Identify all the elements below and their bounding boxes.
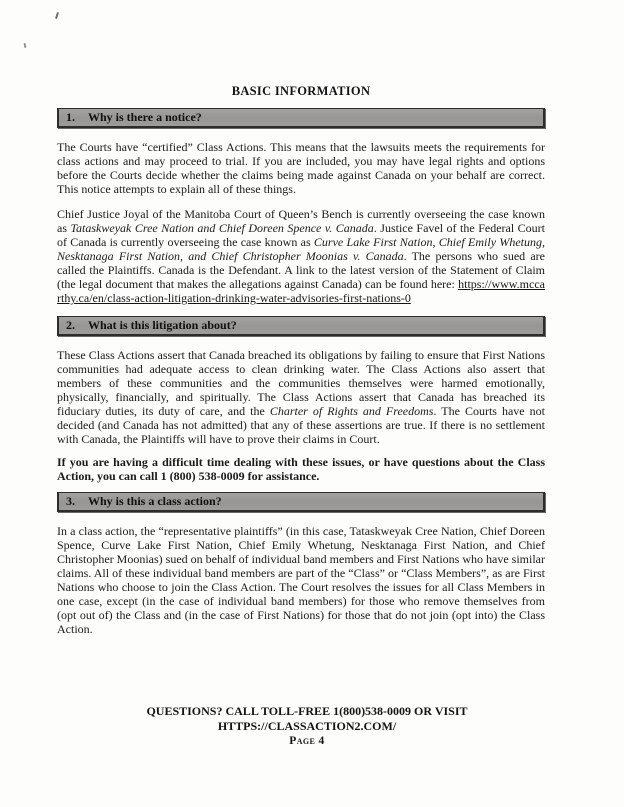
text-run: Chief Justice Joyal of the Manitoba Court of Queen’s Bench is currently overseeing the case known as (57, 207, 545, 235)
footer-page-number: Page 4 (289, 735, 325, 747)
charter-title-italic: Charter of Rights and Freedoms (269, 404, 434, 418)
page-title: BASIC INFORMATION (231, 84, 371, 98)
statement-of-claim-link[interactable]: https://www.mccarthy.ca/en/class-action-litigation-drinking-water-advisories-first-nations-0 (57, 277, 545, 305)
section-2-header (57, 316, 545, 336)
section-3-header (57, 492, 545, 512)
scan-artifact-mark (24, 43, 27, 48)
text-run: . The persons who sued are called the Plaintiffs. Canada is the Defendant. A link to the latest version of the Statement of Claim (the legal document that makes the allegations against Canada) can be found here: (57, 249, 545, 291)
footer-questions-line: QUESTIONS? CALL TOLL-FREE 1(800)538-0009 OR VISIT (146, 704, 468, 718)
text-run: . Justice Favel of the Federal Court of Canada is currently overseeing the case known as (57, 221, 545, 249)
document-body (57, 0, 545, 636)
section-3-heading: Why is this a class action? (88, 494, 222, 508)
case-name-federal: Curve Lake First Nation, Chief Emily Whetung, Nesktanaga First Nation, and Chief Christopher Moonias v. Canada (57, 235, 546, 263)
paragraph-litigation-about (57, 348, 545, 446)
footer-website-line: HTTPS://CLASSACTION2.COM/ (217, 719, 397, 733)
section-1-number: 1. (66, 110, 75, 124)
paragraph-class-action-explainer: In a class action, the “representative plaintiffs” (in this case, Tataskweyak Cree Nation, Chief Doreen Spence, Curve Lake First Nation, Chief Emily Whetung, Nesktanaga First Nation, and Chief Christopher Moonias) sued on behalf of individual band members and First Nations who have similar claims. All of these individual band members are part of the “Class” or “Class Members”, as are First Nations who choose to join the Class Action. The Court resolves the issues for all Class Members in one case, except (in the case of individual band members) for those who remove themselves from (opt out of) the Class and (in the case of First Nations) for those that do not join (opt into) the Class Action. (57, 524, 545, 636)
paragraph-courts-certified: The Courts have “certified” Class Actions. This means that the lawsuits meets the requirements for class actions and may proceed to trial. If you are included, you may have legal rights and options before the Courts decide whether the claims being made against Canada on your behalf are correct. This notice attempts to explain all of these things. (57, 140, 545, 196)
page-footer (57, 704, 557, 749)
paragraph-judges-overseeing (57, 207, 545, 305)
text-run: These Class Actions assert that Canada breached its obligations by failing to ensure that First Nations communities had adequate access to clean drinking water. The Class Actions also assert that members of these communities and the communities themselves were harmed emotionally, physically, financially, and spiritually. The Class Actions assert that Canada has breached its fiduciary duties, its duty of care, and the (57, 348, 545, 418)
section-2-heading: What is this litigation about? (88, 318, 237, 332)
section-1-header (57, 108, 545, 128)
paragraph-assistance-bold: If you are having a difficult time dealing with these issues, or have questions about the Class Action, you can call 1 (800) 538-0009 for assistance. (57, 455, 545, 483)
text-run: . The Courts have not decided (and Canada has not admitted) that any of these assertions are true. If there is no settlement with Canada, the Plaintiffs will have to prove their claims in Court. (57, 404, 545, 446)
case-name-manitoba: Tataskweyak Cree Nation and Chief Doreen Spence v. Canada (70, 221, 374, 235)
section-2-number: 2. (66, 318, 75, 332)
section-3-number: 3. (66, 494, 75, 508)
section-1-heading: Why is there a notice? (88, 110, 202, 124)
